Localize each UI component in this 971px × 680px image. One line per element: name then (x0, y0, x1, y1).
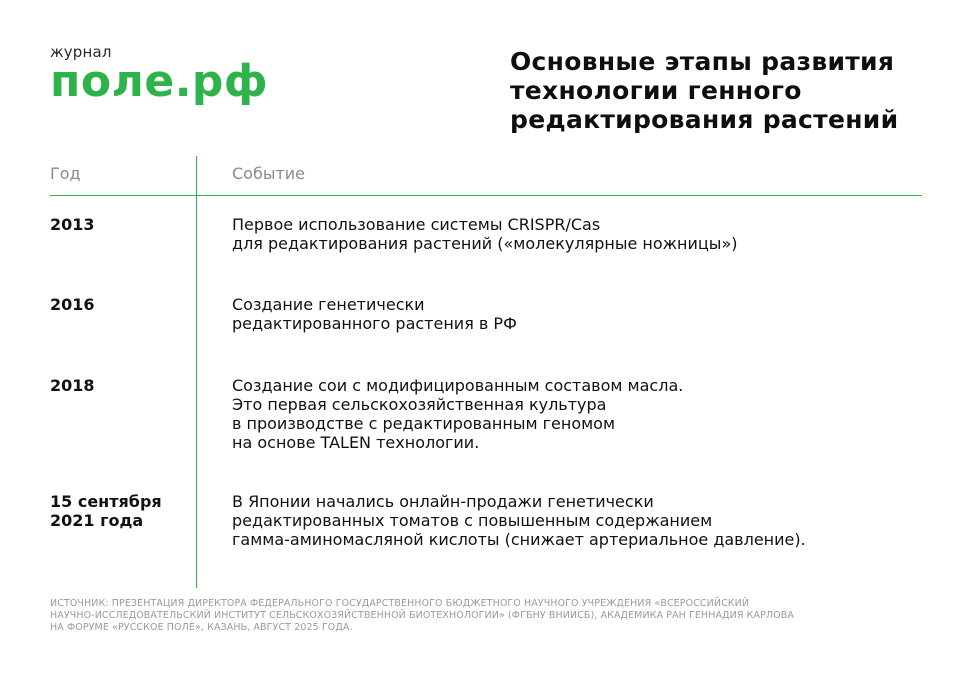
page-title (510, 47, 950, 134)
title-line: редактирования растений (510, 105, 899, 134)
event-line: Первое использование системы CRISPR/Cas (232, 215, 601, 234)
year-line: 2016 (50, 295, 95, 314)
year-line: 15 сентября (50, 492, 162, 511)
row-year (50, 215, 190, 234)
row-year (50, 295, 190, 314)
event-line: Создание генетически (232, 295, 425, 314)
column-divider (196, 156, 197, 588)
year-line: 2018 (50, 376, 95, 395)
row-event (232, 215, 932, 253)
row-event (232, 376, 932, 452)
event-line: Создание сои с модифицированным составом масла. (232, 376, 684, 395)
title-line: технологии генного (510, 76, 802, 105)
event-line: гамма-аминомасляной кислоты (снижает артериальное давление). (232, 530, 806, 549)
source-line: НАУЧНО-ИССЛЕДОВАТЕЛЬСКИЙ ИНСТИТУТ СЕЛЬСКОХОЗЯЙСТВЕННОЙ БИОТЕХНОЛОГИИ» (ФГБНУ ВНИИСБ), АКАДЕМИКА РАН ГЕННАДИЯ КАРЛОВА (50, 610, 794, 621)
event-line: В Японии начались онлайн-продажи генетически (232, 492, 654, 511)
year-line: 2013 (50, 215, 95, 234)
title-line: Основные этапы развития (510, 47, 895, 76)
row-event (232, 295, 932, 333)
header-divider (50, 195, 922, 196)
event-line: на основе TALEN технологии. (232, 433, 480, 452)
event-line: в производстве с редактированным геномом (232, 414, 616, 433)
logo-wordmark: поле.рф (50, 56, 269, 107)
row-year (50, 492, 190, 530)
row-event (232, 492, 932, 549)
year-line: 2021 года (50, 511, 144, 530)
event-line: редактированных томатов с повышенным содержанием (232, 511, 713, 530)
event-line: Это первая сельскохозяйственная культура (232, 395, 607, 414)
brand-logo (50, 43, 269, 107)
source-note (50, 598, 880, 634)
event-line: для редактирования растений («молекулярные ножницы») (232, 234, 738, 253)
source-line: ИСТОЧНИК: ПРЕЗЕНТАЦИЯ ДИРЕКТОРА ФЕДЕРАЛЬНОГО ГОСУДАРСТВЕННОГО БЮДЖЕТНОГО НАУЧНОГО УЧРЕЖДЕНИЯ «ВСЕРОССИЙСКИЙ (50, 598, 750, 609)
logo-caption: журнал (50, 43, 112, 61)
event-line: редактированного растения в РФ (232, 314, 517, 333)
source-line: НА ФОРУМЕ «РУССКОЕ ПОЛЕ», КАЗАНЬ, АВГУСТ 2025 ГОДА. (50, 622, 353, 633)
row-year (50, 376, 190, 395)
column-header-event: Событие (232, 164, 306, 183)
column-header-year: Год (50, 164, 81, 183)
